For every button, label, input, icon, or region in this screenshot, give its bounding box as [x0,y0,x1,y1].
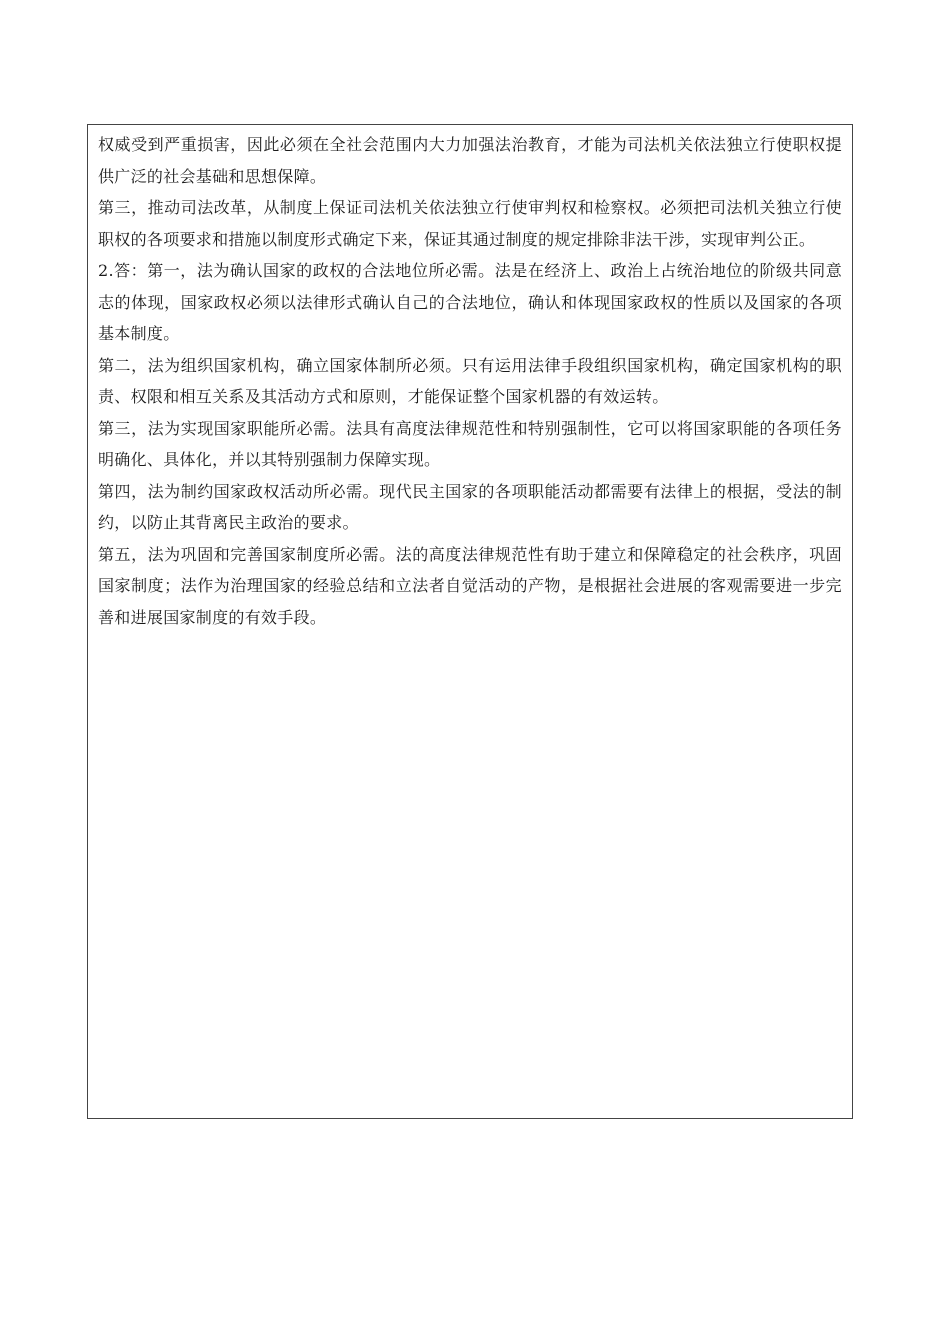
paragraph-2: 第三，推动司法改革，从制度上保证司法机关依法独立行使审判权和检察权。必须把司法机关独立行使职权的各项要求和措施以制度形式确定下来，保证其通过制度的规定排除非法干涉，实现审判公正。 [98,198,842,249]
paragraph-6: 第四，法为制约国家政权活动所必需。现代民主国家的各项职能活动都需要有法律上的根据，受法的制约，以防止其背离民主政治的要求。 [98,481,842,532]
paragraph-5: 第三，法为实现国家职能所必需。法具有高度法律规范性和特别强制性，它可以将国家职能的各项任务明确化、具体化，并以其特别强制力保障实现。 [98,418,842,469]
paragraph-3: 2.答：第一，法为确认国家的政权的合法地位所必需。法是在经济上、政治上占统治地位的阶级共同意志的体现，国家政权必须以法律形式确认自己的合法地位，确认和体现国家政权的性质以及国家的各项基本制度。 [98,261,842,343]
paragraph-7: 第五，法为巩固和完善国家制度所必需。法的高度法律规范性有助于建立和保障稳定的社会秩序，巩固国家制度；法作为治理国家的经验总结和立法者自觉活动的产物，是根据社会进展的客观需要进一步完善和进展国家制度的有效手段。 [98,544,842,627]
answer-box [87,124,853,1119]
paragraph-1: 权威受到严重损害，因此必须在全社会范围内大力加强法治教育，才能为司法机关依法独立行使职权提供广泛的社会基础和思想保障。 [98,135,842,186]
paragraph-4: 第二，法为组织国家机构，确立国家体制所必须。只有运用法律手段组织国家机构，确定国家机构的职责、权限和相互关系及其活动方式和原则，才能保证整个国家机器的有效运转。 [98,355,842,406]
